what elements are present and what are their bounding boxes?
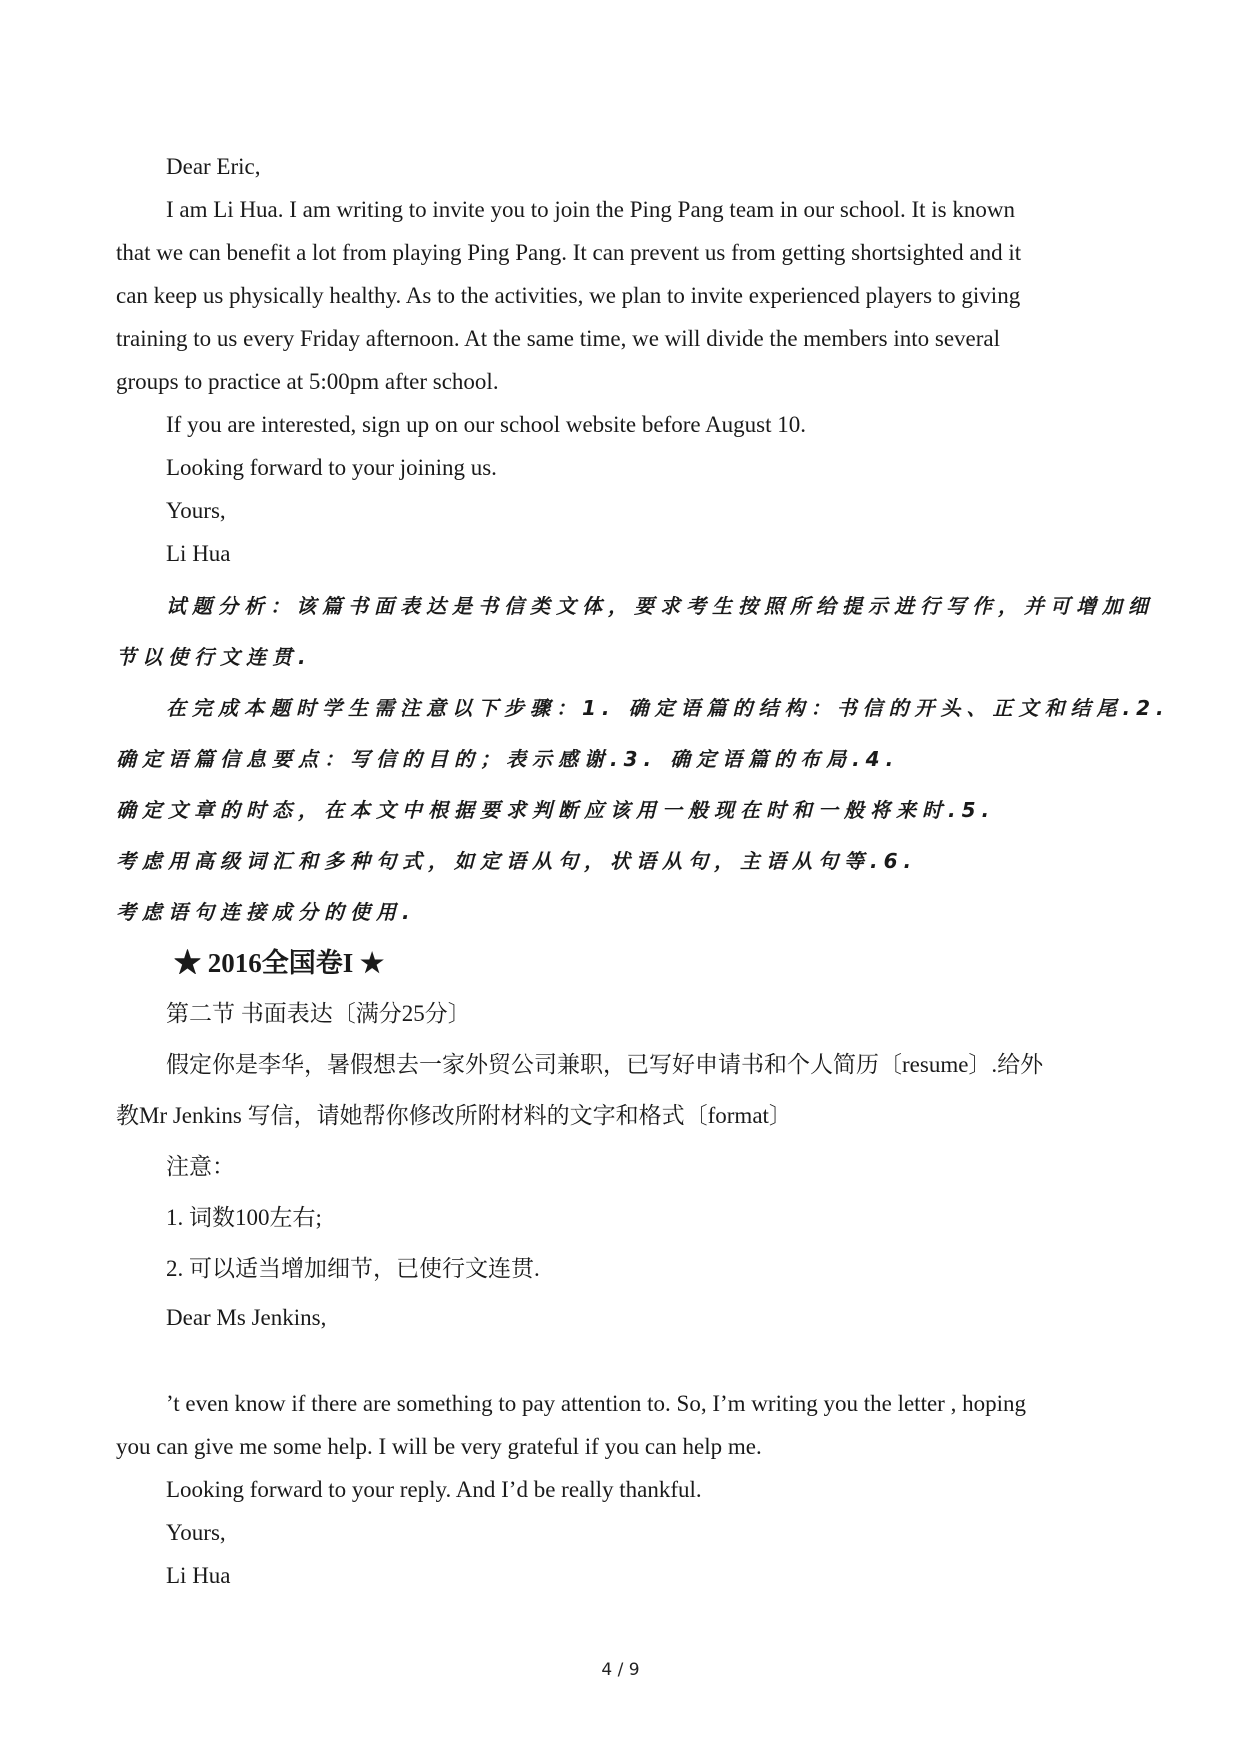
section-heading: ★ 2016全国卷I ★ [174, 948, 385, 978]
analysis-line: 考虑语句连接成分的使用. [116, 900, 416, 924]
letter1-body-line: that we can benefit a lot from playing Ping Pang. It can prevent us from getting shortsighted and it [116, 240, 1022, 265]
letter1-signup: If you are interested, sign up on our school website before August 10. [166, 412, 807, 437]
letter2-body-line: ’t even know if there are something to pay attention to. So, I’m writing you the letter , hoping [166, 1391, 1026, 1416]
letter2-body-line: you can give me some help. I will be very grateful if you can help me. [116, 1434, 762, 1459]
note-item: 1. 词数100左右; [166, 1205, 322, 1230]
note-label: 注意： [166, 1154, 235, 1179]
letter2-greeting: Dear Ms Jenkins, [166, 1305, 327, 1330]
letter1-yours: Yours, [166, 498, 226, 523]
task-line: 假定你是李华，暑假想去一家外贸公司兼职，已写好申请书和个人简历〔resume〕.给外 [166, 1052, 1044, 1077]
note-item: 2. 可以适当增加细节，已使行文连贯. [166, 1256, 540, 1281]
analysis-line: 在完成本题时学生需注意以下步骤：1. 确定语篇的结构：书信的开头、正文和结尾.2. [166, 696, 1170, 720]
analysis-line: 确定语篇信息要点：写信的目的；表示感谢.3. 确定语篇的布局.4. [116, 747, 900, 771]
letter1-closing: Looking forward to your joining us. [166, 455, 497, 480]
analysis-line: 节以使行文连贯. [116, 645, 312, 669]
task-line: 教Mr Jenkins 写信，请她帮你修改所附材料的文字和格式〔format〕 [116, 1103, 792, 1128]
letter2-closing: Looking forward to your reply. And I’d be really thankful. [166, 1477, 702, 1502]
letter1-body-line: training to us every Friday afternoon. At the same time, we will divide the members into several [116, 326, 1000, 351]
letter1-greeting: Dear Eric, [166, 154, 261, 179]
analysis-line: 试题分析：该篇书面表达是书信类文体，要求考生按照所给提示进行写作，并可增加细 [166, 594, 1154, 618]
analysis-line: 考虑用高级词汇和多种句式，如定语从句，状语从句，主语从句等.6. [116, 849, 918, 873]
letter1-name: Li Hua [166, 541, 231, 566]
letter1-body-line: can keep us physically healthy. As to the activities, we plan to invite experienced players to giving [116, 283, 1021, 308]
section-subheading: 第二节 书面表达〔满分25分〕 [166, 1001, 471, 1026]
page-number: 4 / 9 [601, 1660, 640, 1680]
letter2-yours: Yours, [166, 1520, 226, 1545]
letter1-body-line: groups to practice at 5:00pm after school. [116, 369, 499, 394]
analysis-line: 确定文章的时态，在本文中根据要求判断应该用一般现在时和一般将来时.5. [116, 798, 996, 822]
letter1-body-line: I am Li Hua. I am writing to invite you to join the Ping Pang team in our school. It is known [166, 197, 1015, 222]
letter2-name: Li Hua [166, 1563, 231, 1588]
